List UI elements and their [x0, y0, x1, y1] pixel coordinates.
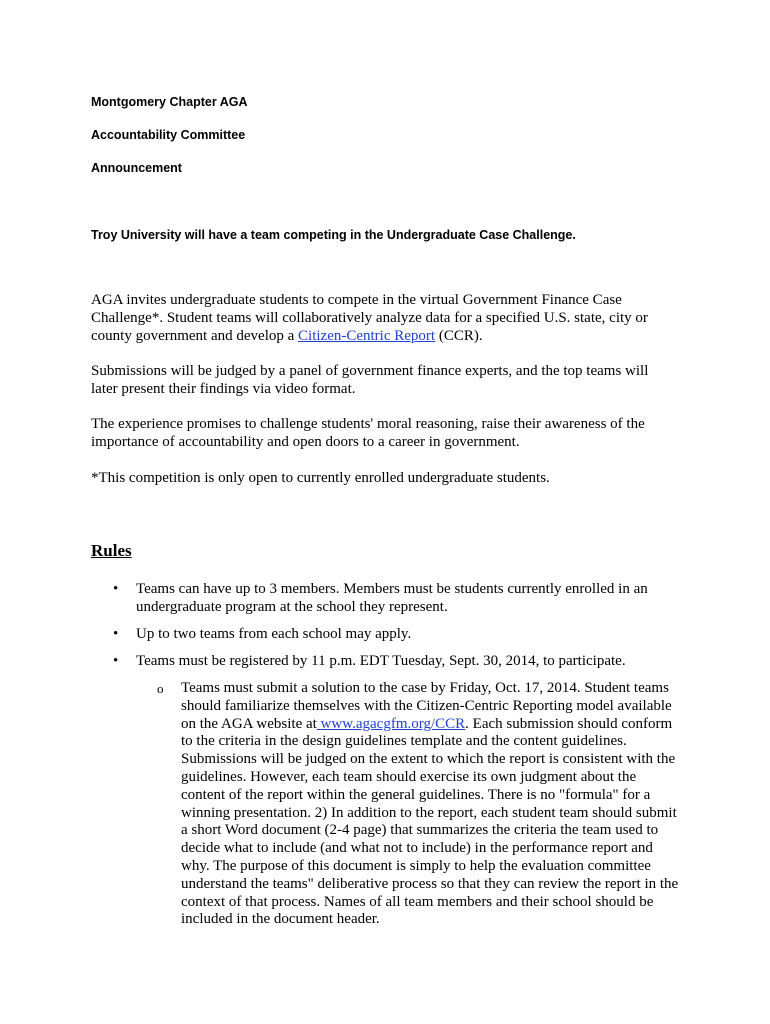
rules-heading: Rules [91, 541, 132, 560]
bullet-icon: • [113, 581, 119, 597]
agacgfm-ccr-link[interactable]: www.agacgfm.org/CCR [316, 715, 466, 732]
header-committee: Accountability Committee [91, 128, 246, 142]
sub-item-text-before: Teams must submit a solution to the case by Friday, Oct. 17, 2014. Student teams should familiarize themselves with the Citizen-Centric Reporting model available on the AGA website at [181, 680, 672, 732]
sub-item-text-after: . Each submission should conform to the criteria in the design guidelines template and the content guidelines. Submissions will be judged on the extent to which the report is consistent with the guidelines. However, each team should exercise its own judgment about the content of the report within the general guidelines. There is no "formula" for a winning presentation. 2) In addition to the report, each student team should submit a short Word document (2-4 page) that summarizes the criteria the team used to decide what to include (and what not to include) in the performance report and why. The purpose of this document is simply to help the evaluation committee understand the teams" deliberative process so that they can review the report in the context of that process. Names of all team members and their school should be included in the document header. [181, 715, 679, 928]
header-chapter: Montgomery Chapter AGA [91, 95, 248, 109]
intro-p1-text-after: (CCR). [435, 327, 483, 344]
rule-sub-item [181, 680, 681, 929]
intro-paragraph-3: The experience promises to challenge students' moral reasoning, raise their awareness of the importance of accountability and open doors to a career in government. [91, 416, 645, 450]
sub-bullet-icon: o [157, 681, 164, 696]
rule-item-1: Teams can have up to 3 members. Members must be students currently enrolled in an undergraduate program at the school they represent. [136, 581, 648, 615]
intro-paragraph-1 [91, 292, 666, 345]
intro-p1-text-before: AGA invites undergraduate students to compete in the virtual Government Finance Case Challenge*. Student teams will collaboratively analyze data for a specified U.S. state, city or county government and develop a [91, 292, 648, 344]
bullet-icon: • [113, 653, 119, 669]
intro-paragraph-4: *This competition is only open to currently enrolled undergraduate students. [91, 470, 550, 486]
citizen-centric-report-link[interactable]: Citizen-Centric Report [298, 327, 436, 344]
rule-item-3: Teams must be registered by 11 p.m. EDT Tuesday, Sept. 30, 2014, to participate. [136, 653, 626, 669]
rule-item-2: Up to two teams from each school may apply. [136, 626, 412, 642]
intro-paragraph-2: Submissions will be judged by a panel of government finance experts, and the top teams will later present their findings via video format. [91, 363, 649, 397]
header-announcement: Announcement [91, 161, 182, 175]
headline: Troy University will have a team competing in the Undergraduate Case Challenge. [91, 228, 576, 242]
bullet-icon: • [113, 626, 119, 642]
